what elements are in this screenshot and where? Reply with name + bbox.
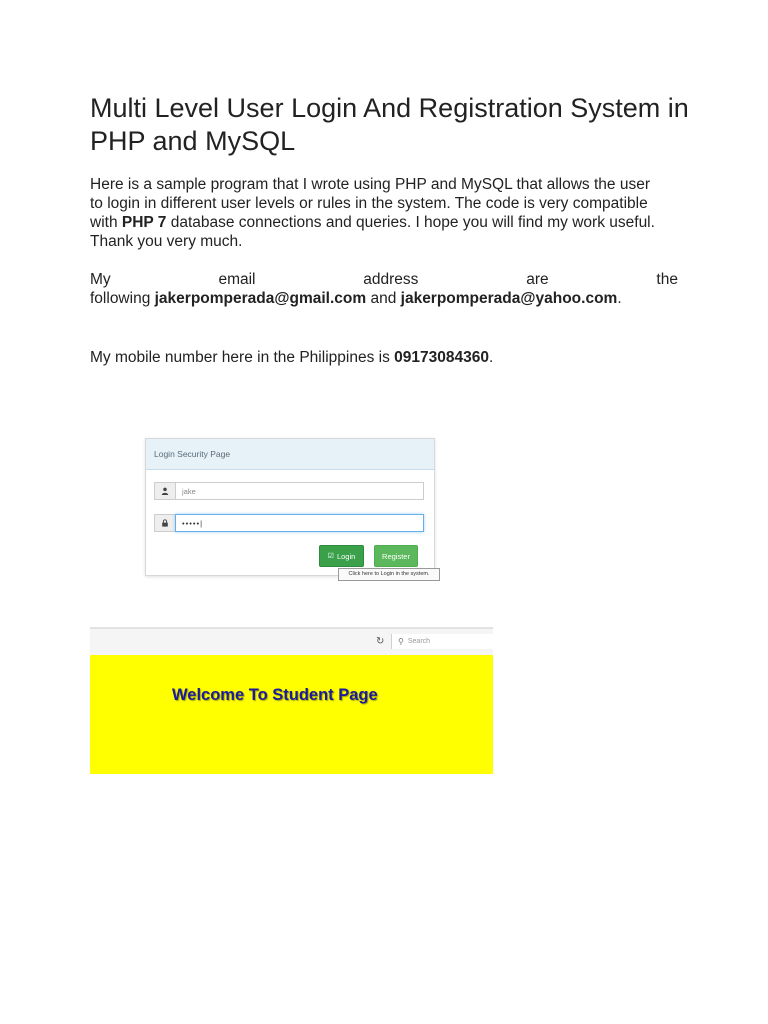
login-check-icon: ☑	[327, 553, 334, 560]
mobile-paragraph	[90, 348, 678, 367]
email-line-1	[90, 270, 678, 289]
email-paragraph	[90, 270, 678, 308]
email-word: address	[363, 271, 419, 288]
mobile-end: .	[488, 349, 494, 366]
register-button[interactable]: Register	[374, 545, 418, 567]
email-and: and	[366, 290, 401, 307]
reload-icon[interactable]: ↻	[376, 636, 385, 647]
intro-paragraph	[90, 175, 678, 251]
email-word: are	[526, 271, 549, 288]
email-word: email	[218, 271, 256, 288]
login-screenshot	[145, 438, 435, 576]
login-button[interactable]	[319, 545, 364, 567]
intro-line-1: Here is a sample program that I wrote using PHP and MySQL that allows the user	[90, 176, 650, 193]
intro-line-4: Thank you very much.	[90, 233, 243, 250]
email-word: the	[656, 271, 678, 288]
password-field[interactable]: •••••|	[175, 514, 424, 532]
intro-line-3-suffix: database connections and queries. I hope you will find my work useful.	[166, 214, 655, 231]
intro-line-2: to login in different user levels or rules in the system. The code is very compatible	[90, 195, 648, 212]
user-icon	[154, 482, 175, 500]
intro-line-3-prefix: with	[90, 214, 122, 231]
gmail-address: jakerpomperada@gmail.com	[154, 290, 367, 307]
login-panel-header: Login Security Page	[146, 439, 434, 470]
search-icon: ⚲	[398, 637, 404, 646]
welcome-heading: Welcome To Student Page	[172, 686, 378, 704]
student-page-body	[90, 655, 493, 774]
login-button-label: Login	[336, 551, 356, 561]
email-word: My	[90, 271, 111, 288]
lock-icon-svg	[161, 519, 169, 527]
php-version: PHP 7	[121, 214, 167, 231]
email-end: .	[617, 290, 622, 307]
email-prefix: following	[90, 290, 155, 307]
lock-icon	[154, 514, 175, 532]
password-row	[154, 514, 424, 532]
mobile-number: 09173084360	[394, 349, 489, 366]
document-title: Multi Level User Login And Registration System in PHP and MySQL	[90, 93, 689, 156]
mobile-prefix: My mobile number here in the Philippines is	[90, 349, 395, 366]
yahoo-address: jakerpomperada@yahoo.com	[400, 290, 618, 307]
username-row	[154, 482, 424, 500]
user-icon-svg	[161, 487, 169, 495]
username-field[interactable]: jake	[175, 482, 424, 500]
browser-search-input[interactable]	[391, 634, 493, 649]
browser-toolbar	[90, 627, 493, 655]
login-tooltip: Click here to Login in the system.	[338, 568, 440, 581]
email-line-2	[90, 289, 678, 308]
search-placeholder: Search	[407, 638, 431, 645]
student-page-screenshot	[90, 627, 493, 774]
